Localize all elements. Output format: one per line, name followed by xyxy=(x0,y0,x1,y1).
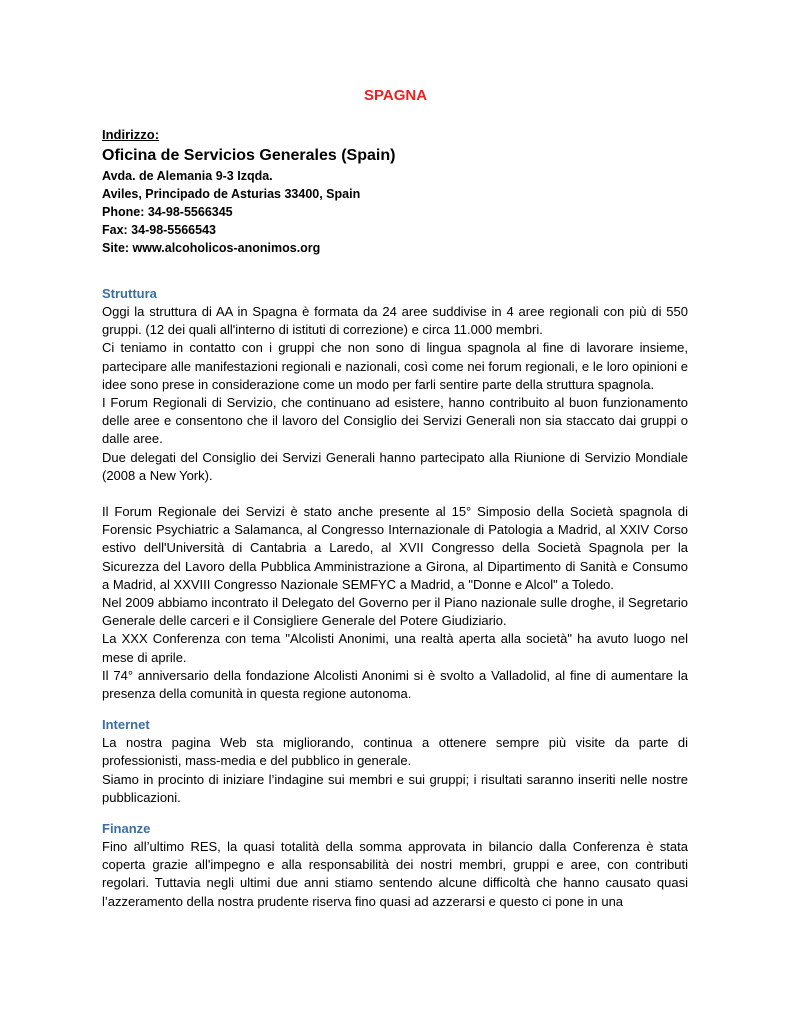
paragraph: Nel 2009 abbiamo incontrato il Delegato del Governo per il Piano nazionale sulle droghe, il Segretario Generale delle carceri e il Consigliere Generale del Potere Giudiziario. xyxy=(102,595,688,629)
paragraph: Oggi la struttura di AA in Spagna è formata da 24 aree suddivise in 4 aree regionali con più di 550 gruppi. (12 dei quali all'interno di istituti di correzione) e circa 11.000 membri. xyxy=(102,304,688,338)
address-city: Aviles, Principado de Asturias 33400, Spain xyxy=(102,187,361,201)
address-site: Site: www.alcoholicos-anonimos.org xyxy=(102,241,321,255)
address-block xyxy=(102,126,702,257)
section-heading: Finanze xyxy=(102,821,151,837)
spacer xyxy=(102,703,688,716)
spacer xyxy=(102,485,688,503)
page-title: SPAGNA xyxy=(363,87,428,104)
office-name: Oficina de Servicios Generales (Spain) xyxy=(102,147,396,164)
paragraph: Fino all’ultimo RES, la quasi totalità della somma approvata in bilancio dalla Conferenza è stata coperta grazie all'impegno e alla responsabilità dei nostri membri, gruppi e aree, con contributi regolari. Tuttavia negli ultimi due anni stiamo sentendo alcune difficoltà che hanno causato quasi l’azzeramento della nostra prudente riserva fino quasi ad azzerarsi e questo ci pone in una xyxy=(102,839,688,909)
paragraph: Il 74° anniversario della fondazione Alcolisti Anonimi si è svolto a Valladolid, al fine di aumentare la presenza della comunità in questa regione autonoma. xyxy=(102,667,688,702)
paragraph: Ci teniamo in contatto con i gruppi che non sono di lingua spagnola al fine di lavorare insieme, partecipare alle manifestazioni regionali e nazionali, così come nei forum regionali, e le loro opinioni e idee sono prese in considerazione come un modo per farli sentire parte della struttura spagnola. xyxy=(102,340,688,392)
address-street: Avda. de Alemania 9-3 Izqda. xyxy=(102,169,273,183)
paragraph: Il Forum Regionale dei Servizi è stato anche presente al 15° Simposio della Società spagnola di Forensic Psychiatric a Salamanca, al Congresso Internazionale di Patologia a Madrid, al XXIV Corso estivo dell'Università di Cantabria a Laredo, al XVII Congresso della Società Spagnola per la Sicurezza del Lavoro della Pubblica Amministrazione a Girona, al Dipartimento di Sanità e Consumo a Madrid, al XXVIII Congresso Nazionale SEMFYC a Madrid, a "Donne e Alcol" a Toledo. xyxy=(102,504,688,592)
paragraph: La nostra pagina Web sta migliorando, continua a ottenere sempre più visite da parte di professionisti, mass-media e del pubblico in generale. xyxy=(102,735,688,769)
address-fax: Fax: 34-98-5566543 xyxy=(102,223,216,237)
address-label: Indirizzo: xyxy=(102,127,160,142)
section-finanze xyxy=(102,820,688,911)
paragraph: I Forum Regionali di Servizio, che continuano ad esistere, hanno contribuito al buon funzionamento delle aree e consentono che il lavoro del Consiglio dei Servizi Generali non sia staccato dai gruppi o dalle aree. xyxy=(102,395,688,447)
paragraph: Due delegati del Consiglio dei Servizi Generali hanno partecipato alla Riunione di Servizio Mondiale (2008 a New York). xyxy=(102,449,688,483)
section-heading: Internet xyxy=(102,717,150,733)
section-heading: Struttura xyxy=(102,286,157,301)
paragraph: Siamo in procinto di iniziare l’indagine sui membri e sui gruppi; i risultati saranno inseriti nelle nostre pubblicazioni. xyxy=(102,771,688,805)
section-internet xyxy=(102,716,688,807)
paragraph: La XXX Conferenza con tema "Alcolisti Anonimi, una realtà aperta alla società" ha avuto luogo nel mese di aprile. xyxy=(102,631,688,665)
document-body xyxy=(102,285,688,911)
spacer xyxy=(102,807,688,820)
address-phone: Phone: 34-98-5566345 xyxy=(102,205,233,219)
section-struttura xyxy=(102,285,688,703)
